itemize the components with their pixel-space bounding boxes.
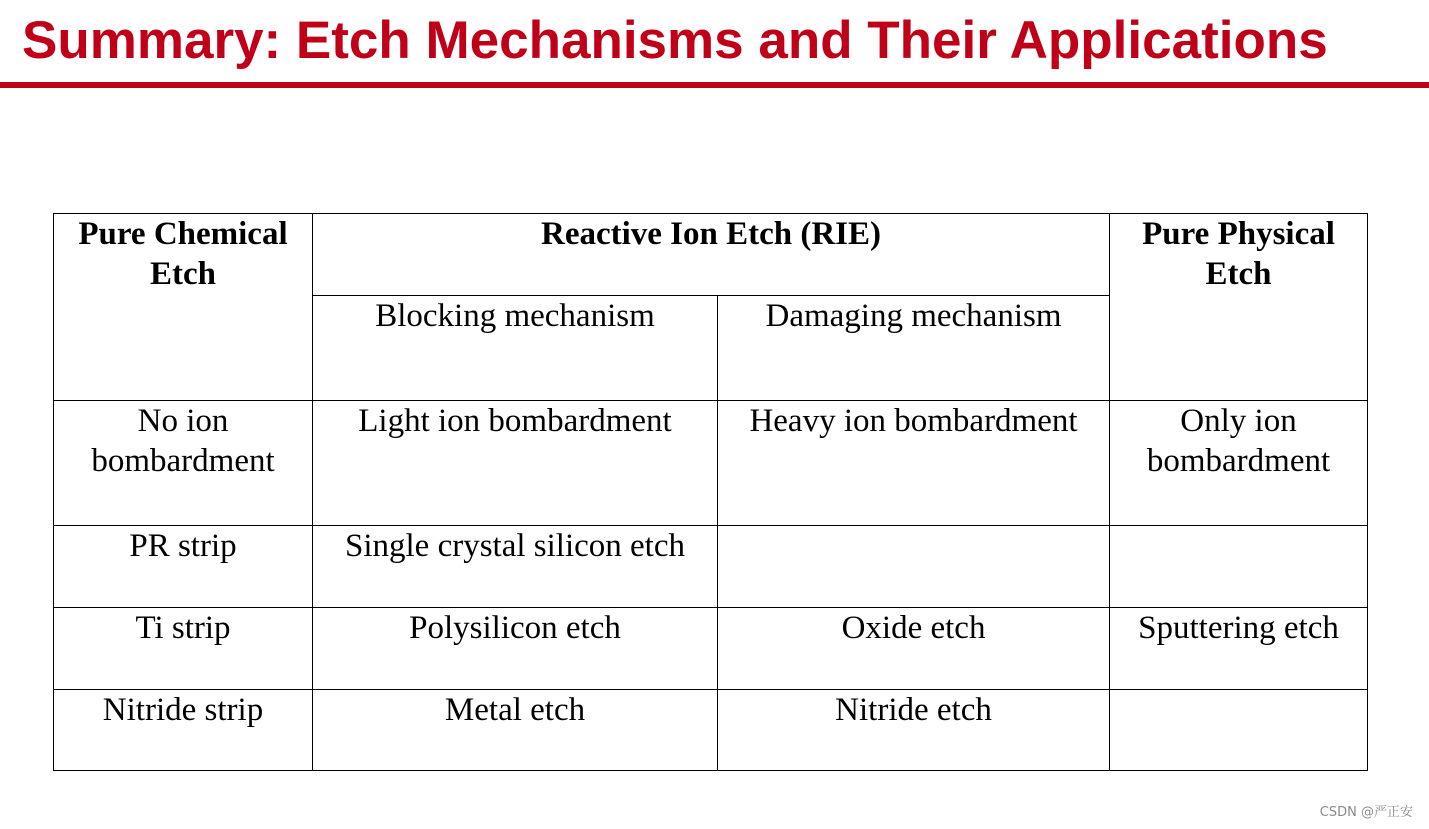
table-cell: Heavy ion bombardment [718, 401, 1110, 526]
table-cell: Only ion bombardment [1110, 401, 1368, 526]
header-blocking-mechanism: Blocking mechanism [313, 296, 718, 401]
header-reactive-ion-etch: Reactive Ion Etch (RIE) [313, 214, 1110, 296]
table-cell: Metal etch [313, 690, 718, 771]
table-cell [1110, 690, 1368, 771]
header-damaging-mechanism: Damaging mechanism [718, 296, 1110, 401]
table-cell [718, 526, 1110, 608]
header-pure-physical-etch: Pure Physical Etch [1110, 214, 1368, 401]
etch-mechanisms-table [53, 213, 1368, 771]
table-cell: No ion bombardment [54, 401, 313, 526]
table-row [54, 608, 1368, 690]
table-header-row [54, 214, 1368, 296]
table-cell: Oxide etch [718, 608, 1110, 690]
table-cell: Sputtering etch [1110, 608, 1368, 690]
title-divider [0, 82, 1429, 88]
table-cell [1110, 526, 1368, 608]
table-cell: Polysilicon etch [313, 608, 718, 690]
table-cell: Nitride strip [54, 690, 313, 771]
table-row [54, 690, 1368, 771]
header-pure-chemical-etch: Pure Chemical Etch [54, 214, 313, 401]
table-cell: PR strip [54, 526, 313, 608]
table-row [54, 526, 1368, 608]
table-cell: Light ion bombardment [313, 401, 718, 526]
slide-title: Summary: Etch Mechanisms and Their Applications [22, 11, 1328, 70]
table-row [54, 401, 1368, 526]
table-cell: Nitride etch [718, 690, 1110, 771]
table-cell: Single crystal silicon etch [313, 526, 718, 608]
table-cell: Ti strip [54, 608, 313, 690]
csdn-watermark: CSDN @严正安 [1319, 805, 1413, 820]
